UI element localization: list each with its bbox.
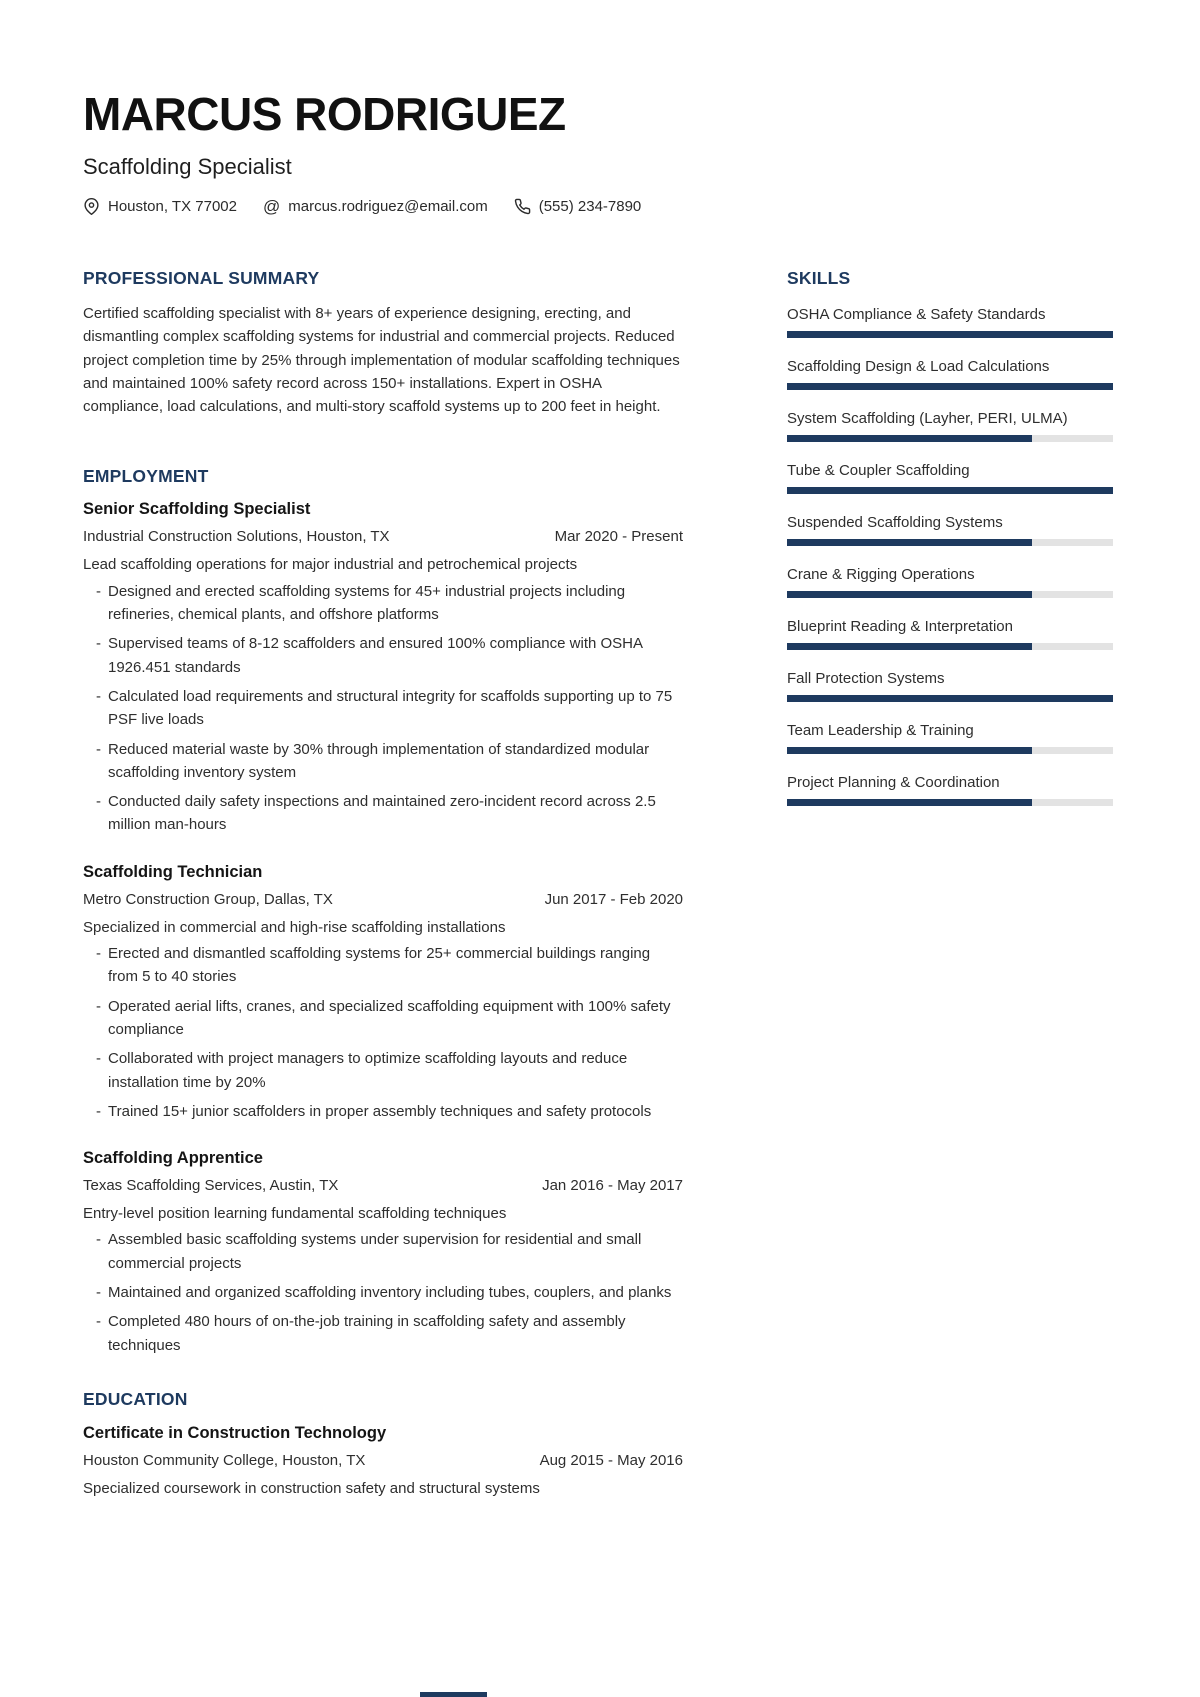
skill-bar-fill — [787, 747, 1032, 754]
employment-heading: EMPLOYMENT — [83, 466, 209, 487]
skill-item — [787, 305, 1113, 338]
job-dates: Mar 2020 - Present — [554, 528, 683, 546]
skill-bar-track — [787, 383, 1113, 390]
skills-heading: SKILLS — [787, 268, 851, 288]
skill-bar-fill — [787, 435, 1032, 442]
skill-label: Scaffolding Design & Load Calculations — [787, 358, 1050, 375]
skill-label: Team Leadership & Training — [787, 722, 974, 739]
job-bullet: - Completed 480 hours of on-the-job training in scaffolding safety and assembly techniques — [83, 1310, 683, 1357]
job-title: Senior Scaffolding Specialist — [83, 500, 311, 519]
section-professional-summary — [83, 268, 683, 418]
skill-label: Crane & Rigging Operations — [787, 566, 975, 583]
skill-label: System Scaffolding (Layher, PERI, ULMA) — [787, 410, 1068, 427]
candidate-job-title: Scaffolding Specialist — [83, 154, 292, 179]
skill-bar-track — [787, 799, 1113, 806]
contact-location — [83, 198, 237, 215]
job-meta-row — [83, 889, 683, 911]
education-school: Houston Community College, Houston, TX — [83, 1451, 366, 1469]
skill-item — [787, 565, 1113, 598]
skill-bar-track — [787, 331, 1113, 338]
skills-column — [787, 268, 1113, 825]
summary-text: Certified scaffolding specialist with 8+ years of experience designing, erecting, and dismantling complex scaffolding systems for industrial and commercial projects. Reduced project completion time by 25% through implementation of modular scaffolding techniques and maintained 100% safety record across 150+ installations. Expert in OSHA compliance, load calculations, and multi-story scaffold systems up to 200 feet in height. — [83, 305, 680, 416]
job-bullet: - Supervised teams of 8-12 scaffolders and ensured 100% compliance with OSHA 1926.451 standards — [83, 632, 683, 679]
education-description: Specialized coursework in construction safety and structural systems — [83, 1479, 540, 1497]
job-entry — [83, 1147, 683, 1357]
skill-bar-track — [787, 695, 1113, 702]
skill-bar-fill — [787, 331, 1113, 338]
contact-email — [263, 198, 488, 215]
skill-bar-track — [787, 643, 1113, 650]
skill-item — [787, 357, 1113, 390]
skill-item — [787, 513, 1113, 546]
email-text: marcus.rodriguez@email.com — [288, 198, 488, 215]
main-column — [83, 268, 683, 1500]
section-employment — [83, 466, 683, 1356]
skill-bar-fill — [787, 591, 1032, 598]
section-education — [83, 1389, 683, 1500]
skill-label: OSHA Compliance & Safety Standards — [787, 306, 1046, 323]
job-bullet: - Erected and dismantled scaffolding systems for 25+ commercial buildings ranging from 5 to 40 stories — [83, 942, 683, 989]
education-meta-row — [83, 1450, 683, 1472]
skill-item — [787, 617, 1113, 650]
education-dates: Aug 2015 - May 2016 — [539, 1451, 683, 1469]
skill-item — [787, 461, 1113, 494]
job-entry — [83, 498, 683, 836]
skill-label: Project Planning & Coordination — [787, 774, 1000, 791]
job-bullet: - Assembled basic scaffolding systems under supervision for residential and small commercial projects — [83, 1228, 683, 1275]
page-break-artifact — [420, 1692, 487, 1697]
skill-item — [787, 669, 1113, 702]
job-bullet-list — [83, 1228, 683, 1356]
summary-heading: PROFESSIONAL SUMMARY — [83, 268, 320, 288]
skill-label: Tube & Coupler Scaffolding — [787, 462, 970, 479]
job-bullet: - Collaborated with project managers to optimize scaffolding layouts and reduce installation time by 20% — [83, 1047, 683, 1094]
location-pin-icon — [83, 198, 100, 215]
job-bullet: - Designed and erected scaffolding systems for 45+ industrial projects including refineries, chemical plants, and offshore platforms — [83, 580, 683, 627]
job-description: Entry-level position learning fundamental scaffolding techniques — [83, 1205, 507, 1223]
skill-item — [787, 409, 1113, 442]
job-bullet-list — [83, 942, 683, 1123]
education-heading: EDUCATION — [83, 1388, 188, 1409]
skill-bar-fill — [787, 383, 1113, 390]
job-description: Lead scaffolding operations for major industrial and petrochemical projects — [83, 556, 578, 574]
job-bullet: - Trained 15+ junior scaffolders in proper assembly techniques and safety protocols — [83, 1100, 683, 1123]
phone-text: (555) 234-7890 — [538, 198, 642, 215]
skill-bar-track — [787, 435, 1113, 442]
job-company: Texas Scaffolding Services, Austin, TX — [83, 1177, 339, 1195]
job-bullet-list — [83, 580, 683, 837]
skill-bar-fill — [787, 799, 1032, 806]
skill-bar-track — [787, 591, 1113, 598]
skill-bar-track — [787, 747, 1113, 754]
job-description: Specialized in commercial and high-rise scaffolding installations — [83, 918, 506, 936]
job-dates: Jun 2017 - Feb 2020 — [544, 890, 683, 908]
job-bullet: - Conducted daily safety inspections and maintained zero-incident record across 2.5 million man-hours — [83, 790, 683, 837]
skill-bar-fill — [787, 695, 1113, 702]
job-bullet: - Operated aerial lifts, cranes, and specialized scaffolding equipment with 100% safety compliance — [83, 995, 683, 1042]
job-title: Scaffolding Apprentice — [83, 1149, 263, 1168]
skill-bar-fill — [787, 643, 1032, 650]
skill-bar-fill — [787, 539, 1032, 546]
job-dates: Jan 2016 - May 2017 — [542, 1177, 683, 1195]
job-meta-row — [83, 526, 683, 548]
location-text: Houston, TX 77002 — [108, 198, 237, 215]
skill-bar-track — [787, 539, 1113, 546]
contact-row — [83, 198, 1113, 215]
job-bullet: - Maintained and organized scaffolding inventory including tubes, couplers, and planks — [83, 1281, 683, 1304]
candidate-name: MARCUS RODRIGUEZ — [83, 88, 566, 140]
email-at-icon: @ — [262, 197, 281, 216]
skill-item — [787, 721, 1113, 754]
skill-label: Suspended Scaffolding Systems — [787, 514, 1003, 531]
skill-bar-fill — [787, 487, 1113, 494]
contact-phone — [514, 198, 642, 215]
job-title: Scaffolding Technician — [83, 862, 263, 881]
job-entry — [83, 861, 683, 1123]
skill-bar-track — [787, 487, 1113, 494]
job-company: Metro Construction Group, Dallas, TX — [83, 890, 333, 908]
skill-label: Blueprint Reading & Interpretation — [787, 618, 1013, 635]
resume-header — [83, 90, 1113, 215]
job-company: Industrial Construction Solutions, Houston, TX — [83, 528, 390, 546]
education-degree: Certificate in Construction Technology — [83, 1423, 387, 1442]
phone-icon — [514, 198, 531, 215]
job-meta-row — [83, 1175, 683, 1197]
skill-label: Fall Protection Systems — [787, 670, 945, 687]
job-bullet: - Reduced material waste by 30% through implementation of standardized modular scaffolding inventory system — [83, 738, 683, 785]
job-bullet: - Calculated load requirements and structural integrity for scaffolds supporting up to 75 PSF live loads — [83, 685, 683, 732]
skill-item — [787, 773, 1113, 806]
